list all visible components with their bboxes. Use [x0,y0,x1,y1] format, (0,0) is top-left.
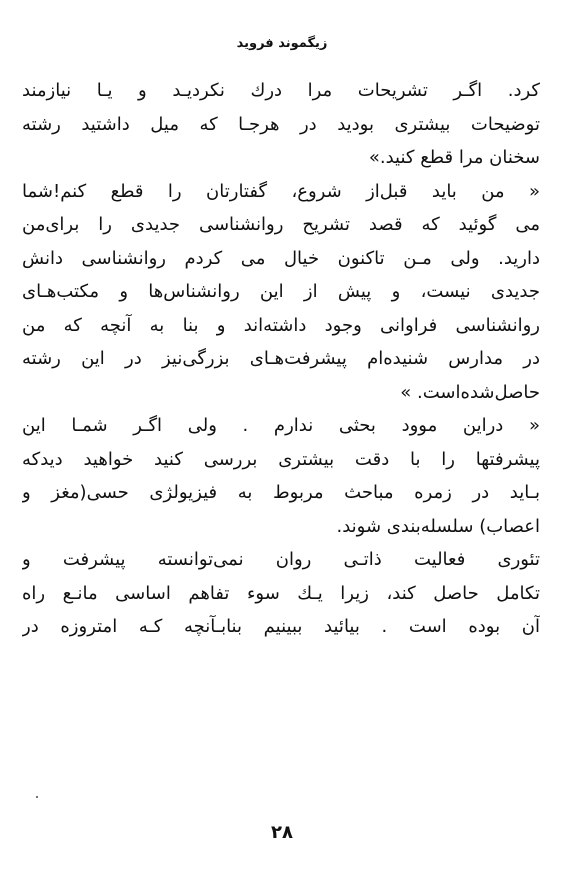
text-line: بـاید در زمره مباحث مربوط به فیزیولژی حسی(مغز و [22,482,540,503]
page-number: ۲۸ [271,822,293,843]
text-line: توضیحات بیشتری بودید در هرجـا که میل داشتید رشته [22,113,540,135]
text-line: سخنان مرا قطع کنید.» [368,147,540,168]
text-line: « دراین موود بحثی ندارم . ولی اگـر شمـا این [22,415,540,436]
text-line: جدیدی نیست، و پیش از این روانشناس‌ها و مکتب‌هـای [22,281,540,302]
text-line: تئوری فعالیت ذاتـی روان نمی‌توانسته پیشرفت و [22,549,540,570]
text-line: حاصل‌شده‌است. » [400,381,540,403]
running-head-title: زیگموند فروید [236,36,328,51]
text-line: کرد. اگـر تشریحات مرا درك نکردیـد و یـا نیازمند [22,80,540,101]
print-speck [36,796,38,798]
text-line: آن بوده است . بیائید ببینیم بنابـآنچه کـه امتروزه در [22,616,540,637]
text-line: اعصاب) سلسله‌بندی شوند. [336,515,540,537]
text-line: روانشناسی فراوانی وجود داشته‌اند و بنا به آنچه که من [22,314,540,336]
text-line: « من باید قبل‌از شروع، گفتارتان را قطع کنم!شما [22,180,540,202]
text-line: می گوئید که قصد تشریح روانشناسی جدیدی را برای‌من [22,214,540,235]
text-line: تکامل حاصل کند، زیرا یـك سوء تفاهم اساسی مانـع راه [22,582,540,604]
body-text [22,74,540,644]
text-line: پیشرفتها را با دقت بیشتری بررسی کنید خواهید دیدکه [22,448,540,470]
text-line: در مدارس شنیده‌ام پیشرفت‌هـای بزرگی‌نیز در این رشته [22,348,540,369]
text-line: دارید. ولی مـن تاکنون خیال می کردم روانشناسی دانش [22,247,540,269]
